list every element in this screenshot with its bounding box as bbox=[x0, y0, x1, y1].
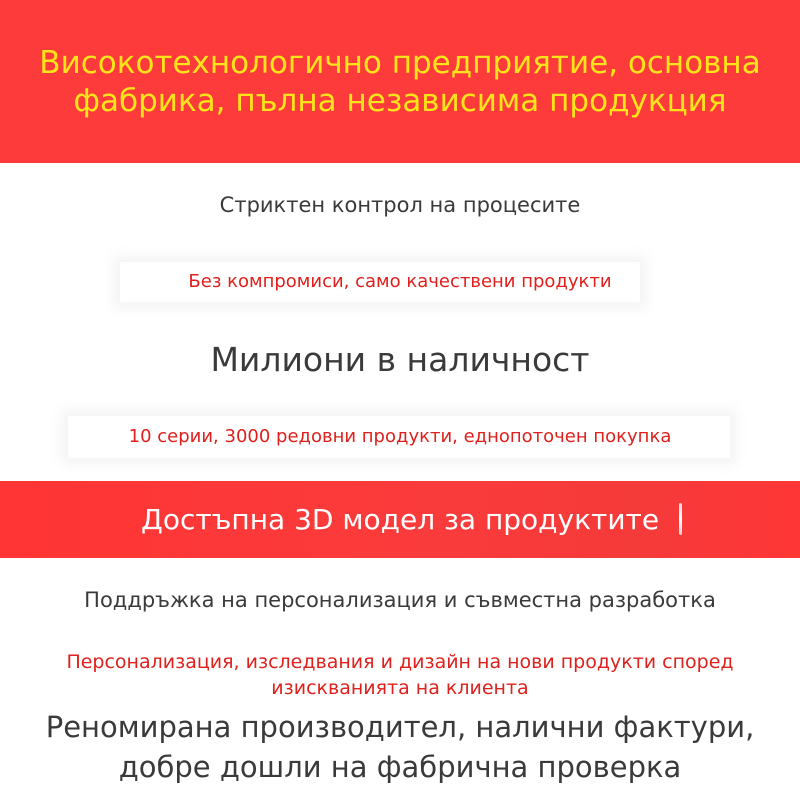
mid-banner-label: Достъпна 3D модел за продуктите bbox=[140, 503, 660, 536]
top-banner-line-2: фабрика, пълна независима продукция bbox=[73, 82, 727, 119]
reputable-line-1: Реномирана производител, налични фактури, bbox=[45, 710, 755, 744]
mid-banner bbox=[0, 481, 800, 558]
reputable-line-2: добре дошли на фабрична проверка bbox=[118, 750, 682, 784]
top-banner-line-1: Високотехнологично предприятие, основна bbox=[39, 44, 761, 81]
mid-banner-accent bbox=[679, 503, 682, 535]
top-banner bbox=[0, 0, 800, 163]
millions-stock-heading: Милиони в наличност bbox=[210, 340, 590, 379]
customization-detail-line-2: изискванията на клиента bbox=[271, 677, 529, 699]
customization-detail-line-1: Персонализация, изследвания и дизайн на нови продукти според bbox=[66, 651, 734, 673]
series-products-text: 10 серии, 3000 редовни продукти, еднопоточен покупка bbox=[128, 426, 672, 447]
customization-support-text: Поддръжка на персонализация и съвместна разработка bbox=[84, 588, 716, 612]
no-compromise-text: Без компромиси, само качествени продукти bbox=[188, 271, 612, 292]
process-control-text: Стриктен контрол на процесите bbox=[219, 193, 581, 217]
